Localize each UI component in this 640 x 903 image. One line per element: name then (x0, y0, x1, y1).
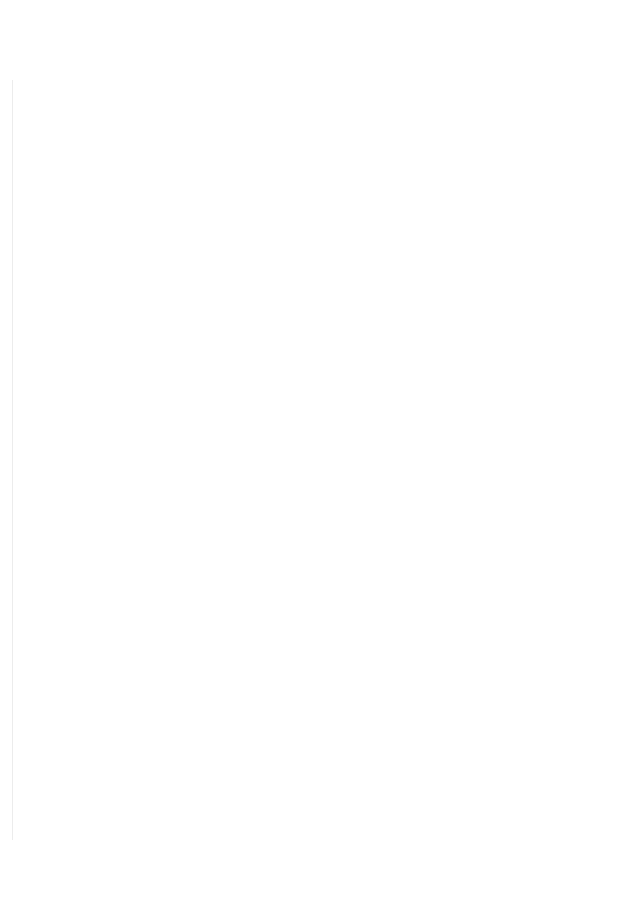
scan-edge-shadow (12, 80, 13, 840)
